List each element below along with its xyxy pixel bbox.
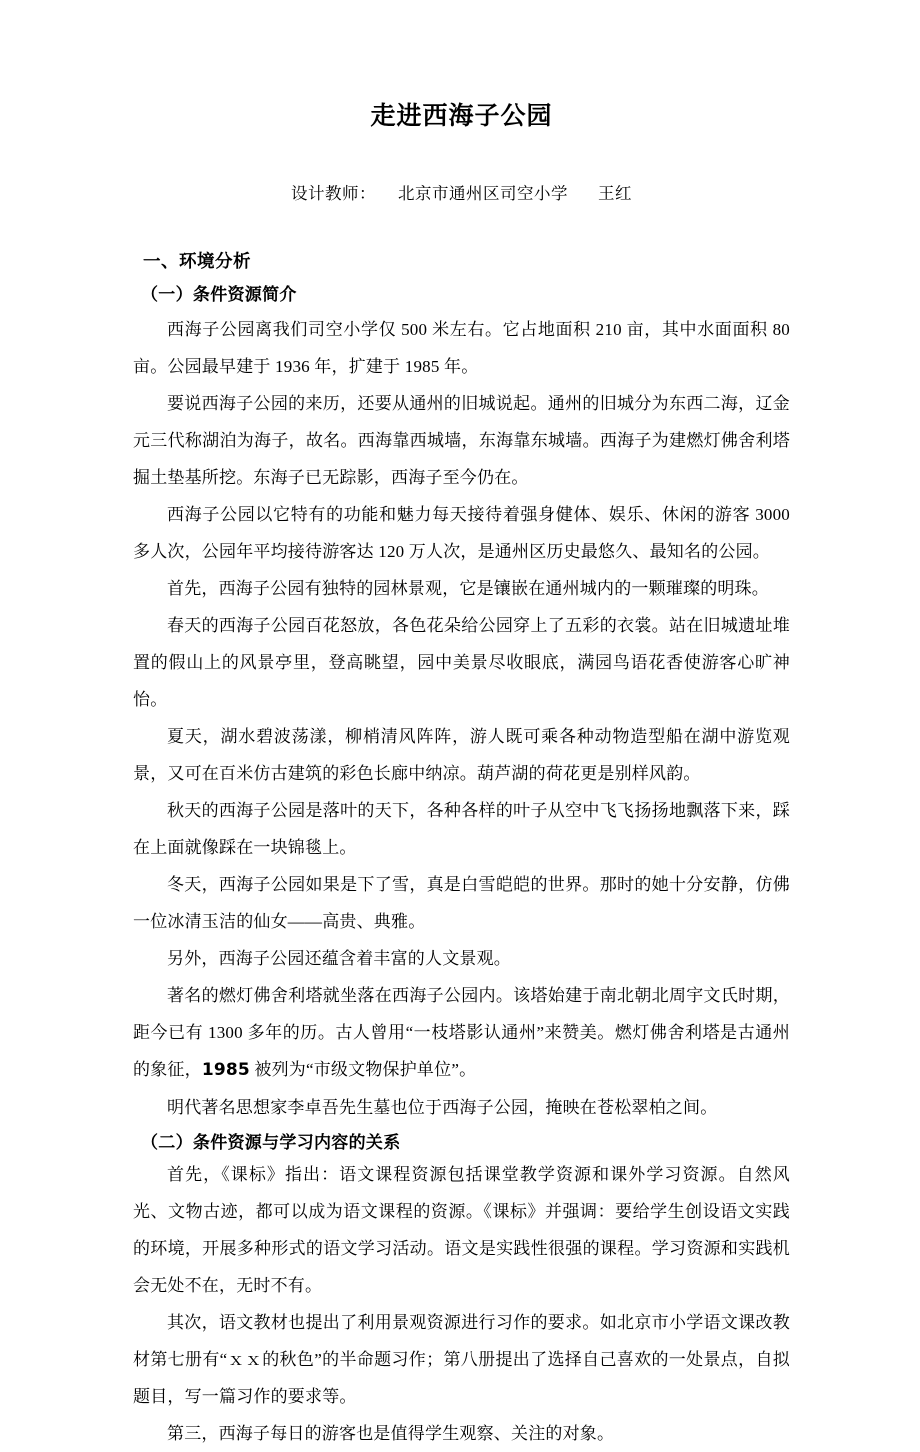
paragraph-visitors-observation: 第三，西海子每日的游客也是值得学生观察、关注的对象。 [167,1423,615,1443]
pagoda-year-bold: 1985 [201,1060,250,1081]
subsection-heading-resource-learning-relation: （二）条件资源与学习内容的关系 [141,1133,401,1153]
paragraph-textbook-requirements: 其次，语文教材也提出了利用景观资源进行习作的要求。如北京市小学语文课改教材第七册有“ｘｘ的秋色”的半命题习作；第八册提出了选择自己喜欢的一处景点，自拟题目，写一篇习作的要求等。 [133,1312,790,1406]
paragraph-autumn: 秋天的西海子公园是落叶的天下，各种各样的叶子从空中飞飞扬扬地飘落下来，踩在上面就像踩在一块锦毯上。 [133,801,790,858]
paragraph-cultural-landscape: 另外，西海子公园还蕴含着丰富的人文景观。 [167,949,511,969]
section-heading-environment-analysis: 一、环境分析 [143,250,251,271]
page-title: 走进西海子公园 [370,101,553,130]
byline [133,133,790,204]
paragraph-spring: 春天的西海子公园百花怒放，各色花朵给公园穿上了五彩的衣裳。站在旧城遗址堆置的假山上的风景亭里，登高眺望，园中美景尽收眼底，满园鸟语花香使游客心旷神怡。 [133,616,790,710]
paragraph-visitor-numbers: 西海子公园以它特有的功能和魅力每天接待着强身健体、娱乐、休闲的游客 3000 多人次，公园年平均接待游客达 120 万人次，是通州区历史最悠久、最知名的公园。 [133,505,790,562]
paragraph-pagoda-text-after: 被列为“市级文物保护单位”。 [249,1060,477,1080]
paragraph-garden-landscape: 首先，西海子公园有独特的园林景观，它是镶嵌在通州城内的一颗璀璨的明珠。 [167,579,769,599]
paragraph-park-origin: 要说西海子公园的来历，还要从通州的旧城说起。通州的旧城分为东西二海，辽金元三代称湖泊为海子，故名。西海靠西城墙，东海靠东城墙。西海子为建燃灯佛舍利塔掘土垫基所挖。东海子已无踪影，西海子至今仍在。 [133,394,790,488]
paragraph-winter: 冬天，西海子公园如果是下了雪，真是白雪皑皑的世界。那时的她十分安静，仿佛一位冰清玉洁的仙女——高贵、典雅。 [133,875,790,932]
paragraph-pagoda [133,977,790,1089]
paragraph-summer: 夏天，湖水碧波荡漾，柳梢清风阵阵，游人既可乘各种动物造型船在湖中游览观景，又可在百米仿古建筑的彩色长廊中纳凉。葫芦湖的荷花更是别样风韵。 [133,727,790,784]
subsection-heading-resource-intro: （一）条件资源简介 [141,284,297,304]
byline-school: 北京市通州区司空小学 [398,183,568,203]
paragraph-pagoda-text-before: 著名的燃灯佛舍利塔就坐落在西海子公园内。该塔始建于南北朝北周宇文氏时期，距今已有 1300 多年的历。古人曾用“一枝塔影认通州”来赞美。燃灯佛舍利塔是古通州的象征， [133,986,790,1080]
paragraph-park-size: 西海子公园离我们司空小学仅 500 米左右。它占地面积 210 亩，其中水面面积 80 亩。公园最早建于 1936 年，扩建于 1985 年。 [133,320,790,377]
byline-author: 王红 [598,183,632,203]
paragraph-li-zhuowu-tomb: 明代著名思想家李卓吾先生墓也位于西海子公园，掩映在苍松翠柏之间。 [167,1098,718,1118]
paragraph-curriculum-standard: 首先，《课标》指出：语文课程资源包括课堂教学资源和课外学习资源。自然风光、文物古迹，都可以成为语文课程的资源。《课标》并强调：要给学生创设语文实践的环境，开展多种形式的语文学习活动。语文是实践性很强的课程。学习资源和实践机会无处不在，无时不有。 [133,1164,790,1295]
byline-role-label: 设计教师： [291,183,376,203]
